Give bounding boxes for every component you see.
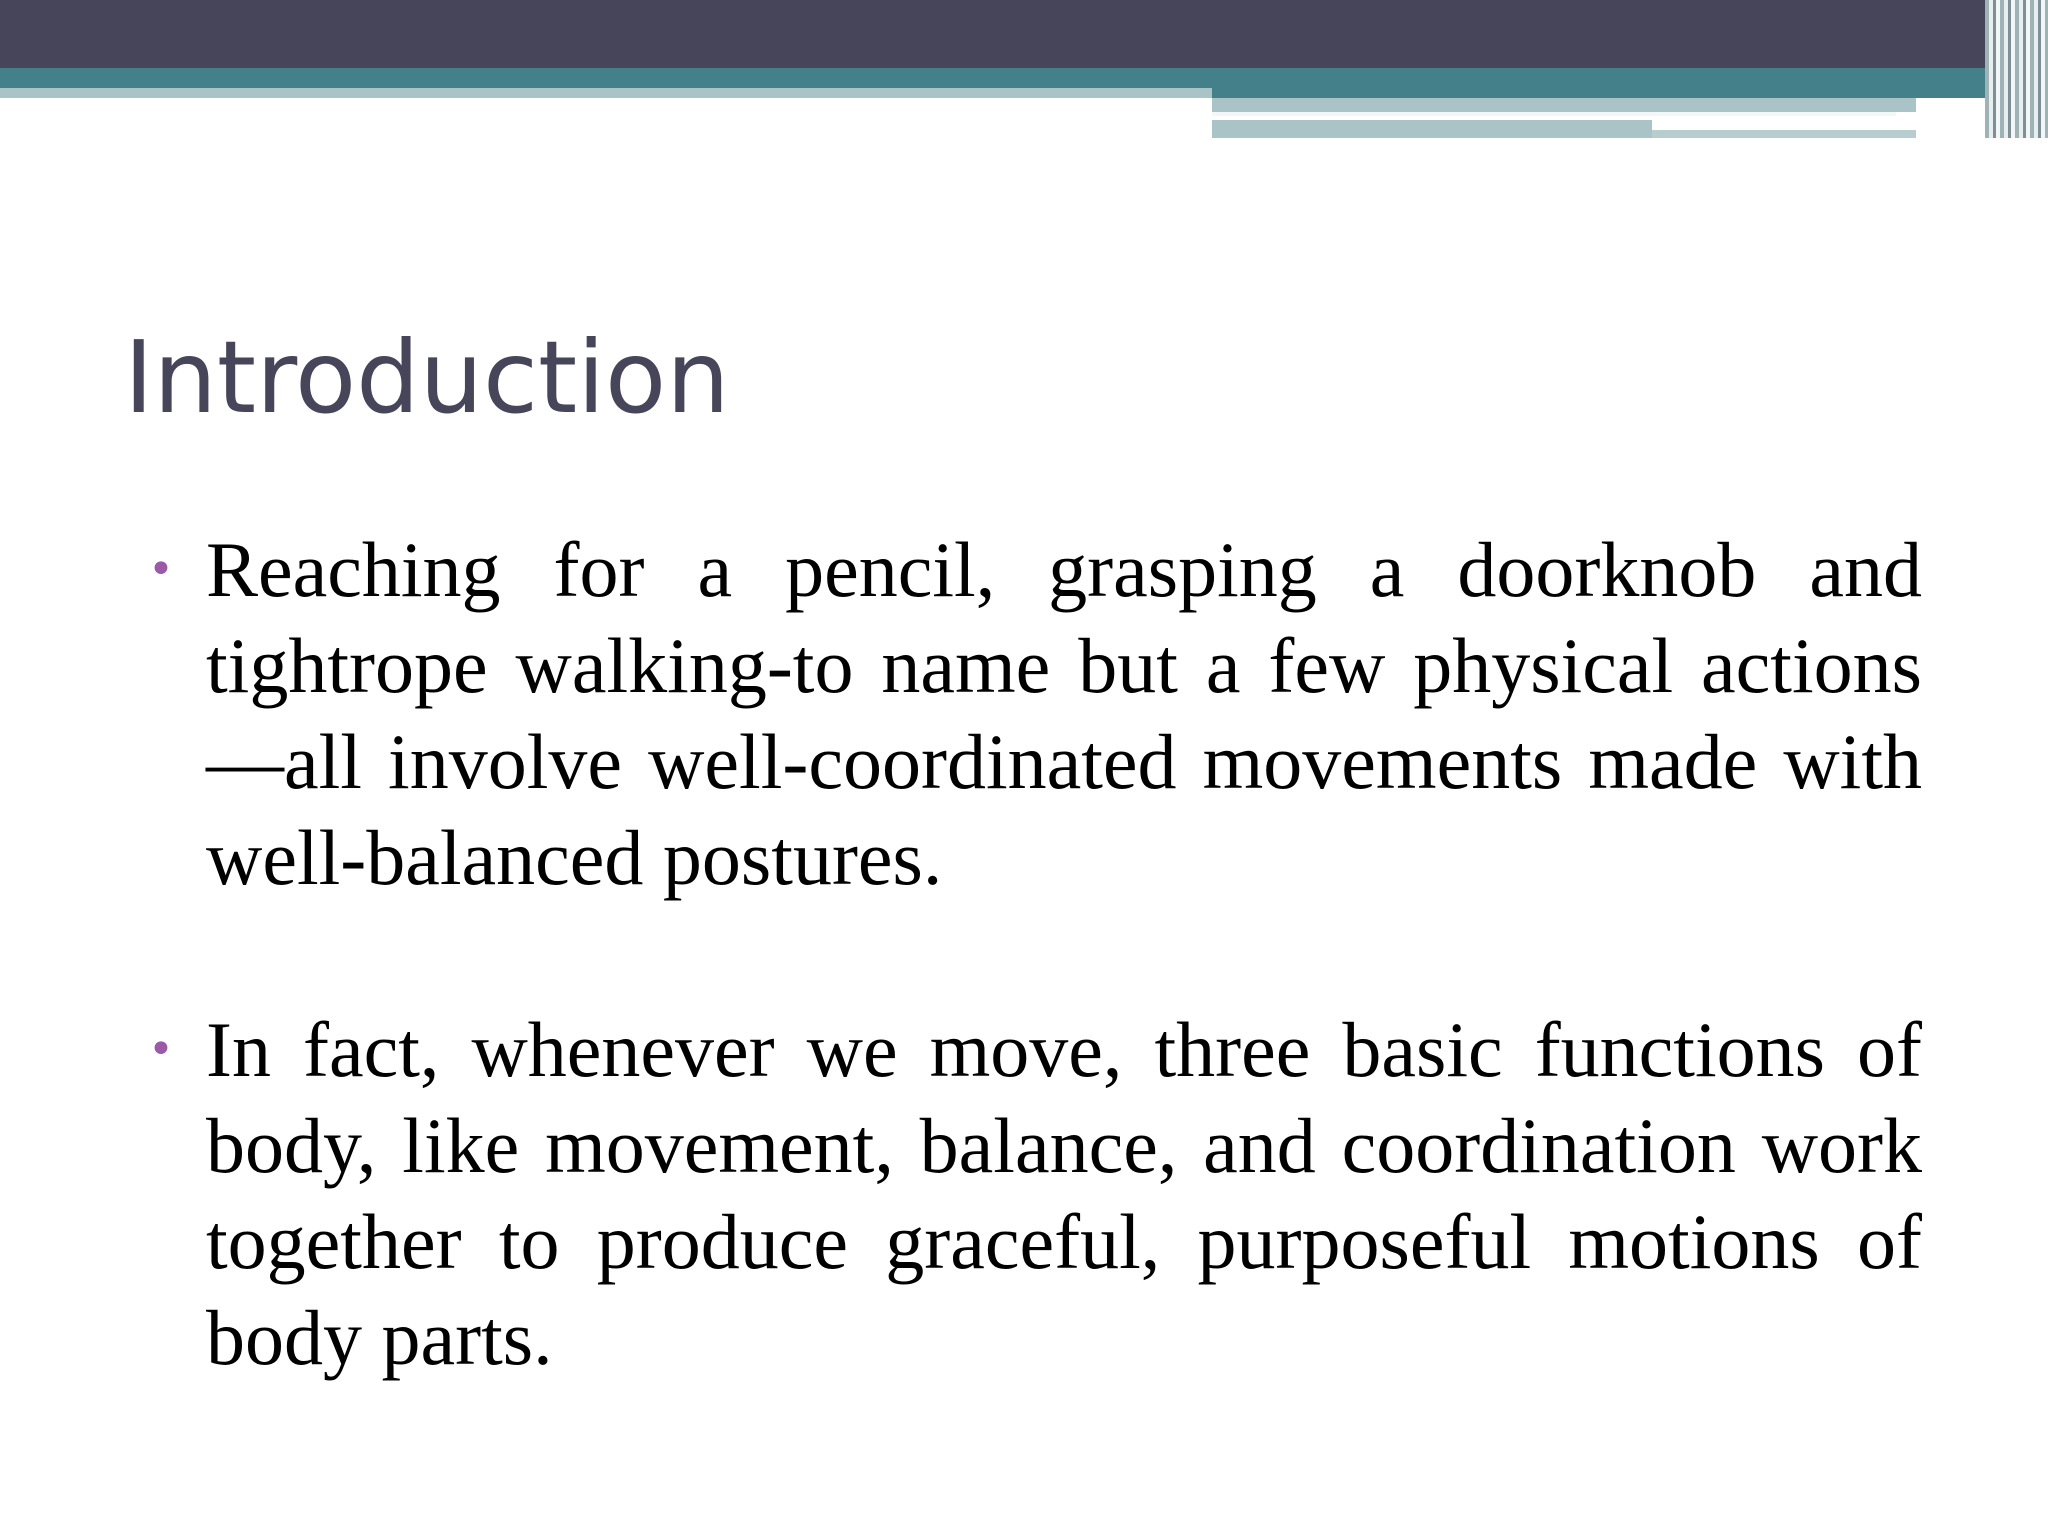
header-stripe-low-end [1652, 130, 1916, 138]
header-highlight-line [1212, 112, 1896, 116]
bullet-dot-icon: • [148, 544, 174, 595]
header-stripe-pale-right [1212, 98, 1916, 112]
header-bar-teal-left [0, 68, 1212, 88]
header-bar-teal-right [1212, 68, 2048, 98]
header-stripe-pale-left [0, 88, 1212, 98]
bullet-dot-icon: • [148, 1024, 174, 1075]
header-edge-stripes [1985, 0, 2048, 138]
header-bar-dark [0, 0, 2048, 68]
bullet-item [148, 1002, 1922, 1386]
bullet-item [148, 522, 1922, 906]
bullet-text: In fact, whenever we move, three basic functions of body, like movement, balance, and coordination work together to produce graceful, purposeful motions of body parts. [206, 1006, 1922, 1381]
bullet-text: Reaching for a pencil, grasping a doorknob and tightrope walking-to name but a few physical actions—all involve well-coordinated movements made with well-balanced postures. [206, 526, 1922, 901]
header-stripe-low [1212, 120, 1652, 138]
slide-title: Introduction [124, 319, 730, 436]
bullet-list [0, 522, 2048, 1386]
